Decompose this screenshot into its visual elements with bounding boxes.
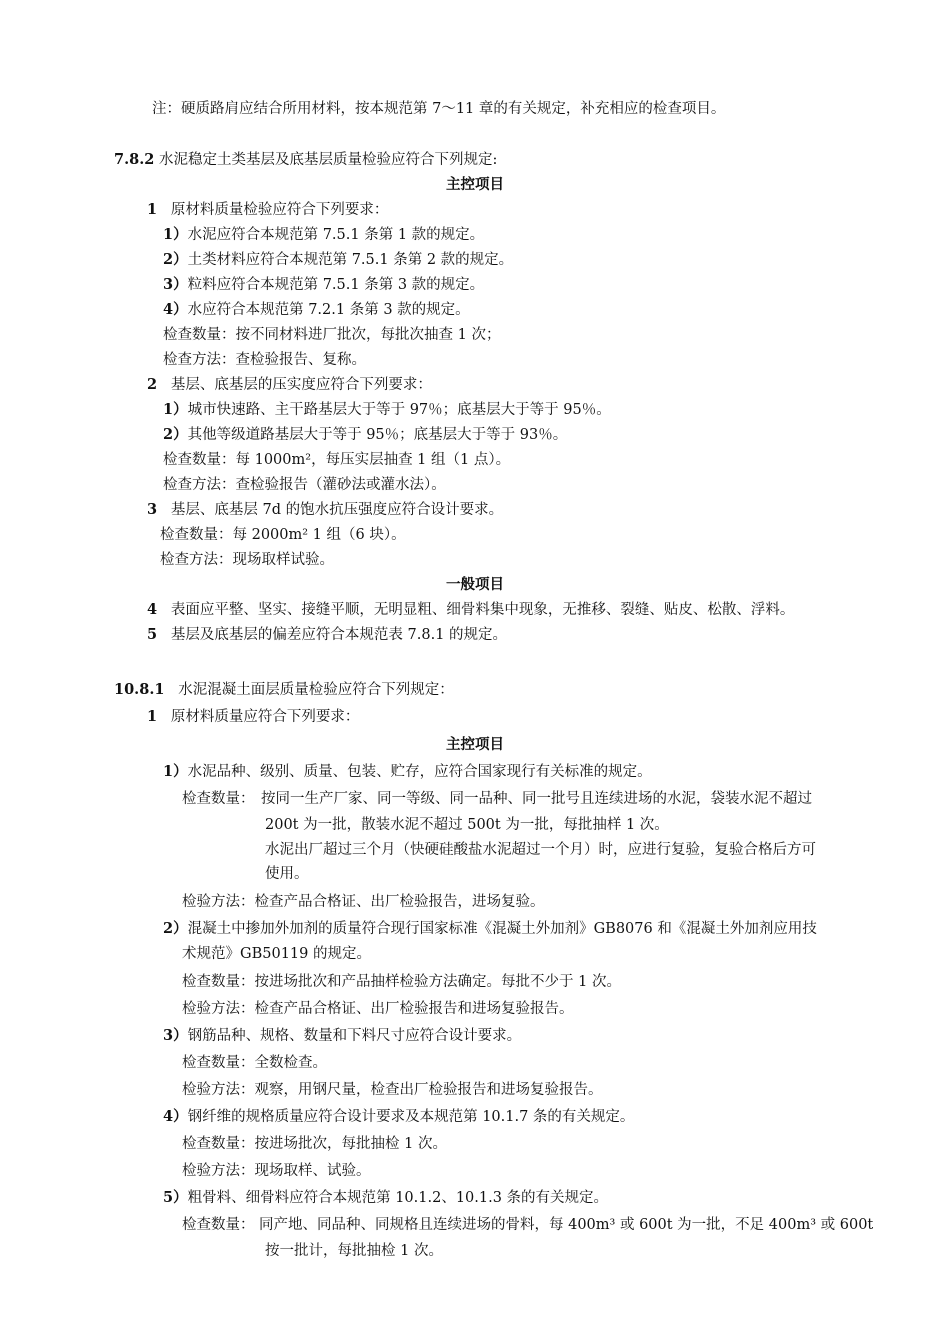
sub-item-number: 2） xyxy=(163,920,188,937)
item-3 xyxy=(147,500,503,520)
item-number: 1 xyxy=(147,708,158,725)
section-heading-10-8-1 xyxy=(114,680,454,700)
item-number: 4 xyxy=(147,601,158,618)
sub-item xyxy=(163,300,470,320)
item-number: 3 xyxy=(147,501,158,518)
sub-item-number: 1） xyxy=(163,226,188,243)
sub-item-text: 粒料应符合本规范第 7.5.1 条第 3 款的规定。 xyxy=(187,277,485,293)
sub-item xyxy=(163,919,817,939)
inspection-quantity-label: 检查数量： xyxy=(182,1217,255,1233)
sub-item-text: 混凝土中掺加外加剂的质量符合现行国家标准《混凝土外加剂》GB8076 和《混凝土外加剂应用技 xyxy=(187,921,817,937)
item-4 xyxy=(147,600,794,620)
item-text: 基层、底基层 7d 的饱水抗压强度应符合设计要求。 xyxy=(170,502,504,518)
sub-item-text: 水泥品种、级别、质量、包装、贮存，应符合国家现行有关标准的规定。 xyxy=(187,764,652,780)
inspection-quantity: 检查数量：每 1000m²，每压实层抽查 1 组（1 点）。 xyxy=(163,452,511,468)
sub-item-number: 3） xyxy=(163,276,188,293)
sub-item-text: 土类材料应符合本规范第 7.5.1 条第 2 款的规定。 xyxy=(187,252,514,268)
inspection-quantity: 检查数量：全数检查。 xyxy=(182,1055,327,1071)
item-text: 表面应平整、坚实、接缝平顺，无明显粗、细骨料集中现象，无推移、裂缝、贴皮、松散、浮料。 xyxy=(170,602,795,618)
sub-item-text: 水泥应符合本规范第 7.5.1 条第 1 款的规定。 xyxy=(187,227,485,243)
inspection-quantity-label: 检查数量： xyxy=(182,791,255,807)
item-text: 原材料质量检验应符合下列要求： xyxy=(170,202,389,218)
sub-item-text-continued: 术规范》GB50119 的规定。 xyxy=(182,946,371,962)
section-number: 10.8.1 xyxy=(114,681,165,698)
item-1 xyxy=(147,200,388,220)
section-number: 7.8.2 xyxy=(114,151,155,168)
item-text: 基层、底基层的压实度应符合下列要求： xyxy=(170,377,432,393)
sub-item-text: 钢筋品种、规格、数量和下料尺寸应符合设计要求。 xyxy=(187,1028,522,1044)
inspection-quantity-line: 水泥出厂超过三个月（快硬硅酸盐水泥超过一个月）时，应进行复验，复验合格后方可 xyxy=(265,842,816,858)
item-number: 5 xyxy=(147,626,158,643)
item-5 xyxy=(147,625,507,645)
sub-item xyxy=(163,275,484,295)
item-text: 基层及底基层的偏差应符合本规范表 7.8.1 的规定。 xyxy=(170,627,508,643)
sub-item-number: 1） xyxy=(163,401,188,418)
item-number: 2 xyxy=(147,376,158,393)
sub-item xyxy=(163,762,652,782)
sub-item-number: 2） xyxy=(163,251,188,268)
sub-item-text: 水应符合本规范第 7.2.1 条第 3 款的规定。 xyxy=(187,302,470,318)
note-text: 注：硬质路肩应结合所用材料，按本规范第 7～11 章的有关规定，补充相应的检查项目。 xyxy=(152,101,726,117)
item-number: 1 xyxy=(147,201,158,218)
sub-item xyxy=(163,1107,634,1127)
sub-item-number: 3） xyxy=(163,1027,188,1044)
sub-item xyxy=(163,225,484,245)
inspection-quantity-line: 使用。 xyxy=(265,866,309,882)
main-items-heading: 主控项目 xyxy=(446,176,504,193)
inspection-quantity: 检查数量：按不同材料进厂批次，每批次抽查 1 次； xyxy=(163,327,501,343)
sub-item-text: 城市快速路、主干路基层大于等于 97％；底基层大于等于 95％。 xyxy=(187,402,611,418)
inspection-method: 检验方法：现场取样、试验。 xyxy=(182,1163,371,1179)
sub-item xyxy=(163,425,567,445)
inspection-method: 检验方法：观察，用钢尺量，检查出厂检验报告和进场复验报告。 xyxy=(182,1082,603,1098)
section-title: 水泥混凝土面层质量检验应符合下列规定： xyxy=(178,682,454,698)
main-items-heading: 主控项目 xyxy=(446,736,504,753)
inspection-quantity-line: 200t 为一批，散装水泥不超过 500t 为一批，每批抽样 1 次。 xyxy=(265,817,669,833)
item-2 xyxy=(147,375,432,395)
section-title: 水泥稳定土类基层及底基层质量检验应符合下列规定: xyxy=(154,152,498,168)
sub-item xyxy=(163,1026,521,1046)
sub-item xyxy=(163,1188,608,1208)
item-1 xyxy=(147,707,359,727)
sub-item-text: 钢纤维的规格质量应符合设计要求及本规范第 10.1.7 条的有关规定。 xyxy=(187,1109,635,1125)
sub-item-text: 其他等级道路基层大于等于 95％；底基层大于等于 93％。 xyxy=(187,427,568,443)
inspection-quantity: 检查数量：每 2000m² 1 组（6 块）。 xyxy=(160,527,406,543)
sub-item-number: 2） xyxy=(163,426,188,443)
section-heading-7-8-2 xyxy=(114,150,497,170)
sub-item-number: 4） xyxy=(163,1108,188,1125)
inspection-method: 检验方法：检查产品合格证、出厂检验报告和进场复验报告。 xyxy=(182,1001,574,1017)
inspection-quantity: 检查数量：按进场批次，每批抽检 1 次。 xyxy=(182,1136,447,1152)
inspection-quantity-line: 同产地、同品种、同规格且连续进场的骨料，每 400m³ 或 600t 为一批，不足 400m³ 或 600t xyxy=(259,1217,874,1233)
sub-item-number: 5） xyxy=(163,1189,188,1206)
sub-item-text: 粗骨料、细骨料应符合本规范第 10.1.2、10.1.3 条的有关规定。 xyxy=(187,1190,609,1206)
sub-item xyxy=(163,250,513,270)
item-text: 原材料质量应符合下列要求： xyxy=(170,709,360,725)
general-items-heading: 一般项目 xyxy=(446,576,504,593)
sub-item-number: 4） xyxy=(163,301,188,318)
inspection-quantity-line: 按同一生产厂家、同一等级、同一品种、同一批号且连续进场的水泥，袋装水泥不超过 xyxy=(261,791,812,807)
inspection-method: 检查方法：查检验报告（灌砂法或灌水法）。 xyxy=(163,477,446,493)
sub-item xyxy=(163,400,611,420)
inspection-quantity: 检查数量：按进场批次和产品抽样检验方法确定。每批不少于 1 次。 xyxy=(182,974,621,990)
inspection-method: 检验方法：检查产品合格证、出厂检验报告，进场复验。 xyxy=(182,894,545,910)
inspection-method: 检查方法：现场取样试验。 xyxy=(160,552,334,568)
inspection-quantity-line: 按一批计，每批抽检 1 次。 xyxy=(265,1243,443,1259)
inspection-method: 检查方法：查检验报告、复称。 xyxy=(163,352,366,368)
sub-item-number: 1） xyxy=(163,763,188,780)
